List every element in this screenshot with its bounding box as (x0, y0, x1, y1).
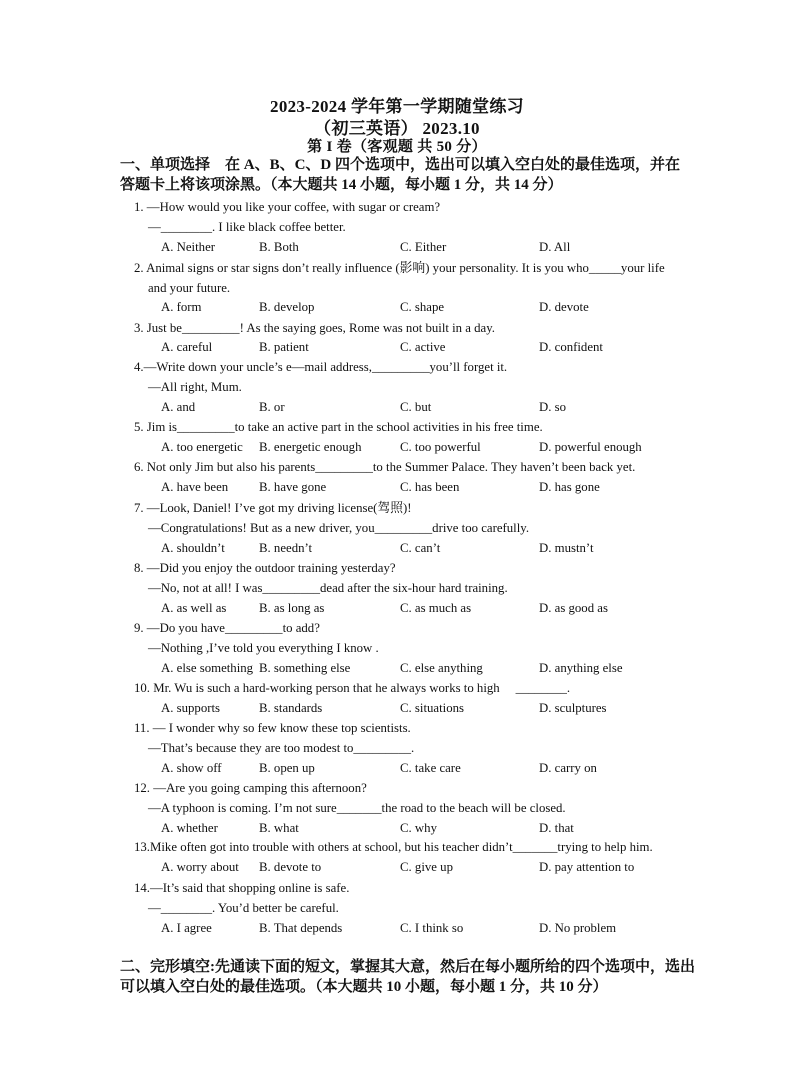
section-1-line-2: 答题卡上将该项涂黑。（本大题共 14 小题，每小题 1 分，共 14 分） (120, 177, 563, 193)
answer-option: C. too powerful (400, 440, 481, 454)
question-continuation: —All right, Mum. (148, 380, 242, 394)
answer-option: D. powerful enough (539, 440, 642, 454)
question-stem: 13.Mike often got into trouble with others at school, but his teacher didn’t_______trying to help him. (134, 840, 653, 854)
answer-option: A. careful (161, 340, 213, 354)
question-stem: 9. —Do you have_________to add? (134, 621, 320, 635)
answer-option: A. have been (161, 480, 229, 494)
answer-option: D. All (539, 240, 571, 254)
question-continuation: —________. I like black coffee better. (148, 220, 346, 234)
answer-option: B. what (259, 821, 299, 835)
answer-option: B. or (259, 400, 285, 414)
section-1-heading (120, 155, 720, 195)
section-2-heading (120, 957, 720, 997)
answer-option: B. as long as (259, 601, 325, 615)
question-stem: 12. —Are you going camping this afternoon? (134, 781, 367, 795)
question-stem: 11. — I wonder why so few know these top scientists. (134, 721, 411, 735)
answer-option: A. form (161, 300, 202, 314)
answer-option: A. show off (161, 761, 222, 775)
answer-option: B. have gone (259, 480, 327, 494)
answer-option: A. whether (161, 821, 218, 835)
answer-option: B. patient (259, 340, 309, 354)
section-1-line-1: 一、单项选择 在 A、B、C、D 四个选项中，选出可以填入空白处的最佳选项，并在 (120, 157, 681, 173)
answer-option: B. develop (259, 300, 315, 314)
answer-option: B. needn’t (259, 541, 313, 555)
exam-subtitle: （初三英语） 2023.10 (314, 119, 480, 138)
answer-option: C. else anything (400, 661, 483, 675)
answer-option: C. as much as (400, 601, 472, 615)
question-continuation: —That’s because they are too modest to_________. (148, 741, 415, 755)
answer-option: A. as well as (161, 601, 227, 615)
answer-option: C. active (400, 340, 446, 354)
answer-option: C. has been (400, 480, 460, 494)
question-continuation: —A typhoon is coming. I’m not sure_______the road to the beach will be closed. (148, 801, 566, 815)
answer-option: D. confident (539, 340, 603, 354)
answer-option: C. I think so (400, 921, 464, 935)
question-stem: 5. Jim is_________to take an active part in the school activities in his free time. (134, 420, 543, 434)
question-stem: 1. —How would you like your coffee, with sugar or cream? (134, 200, 441, 214)
question-stem: 14.—It’s said that shopping online is safe. (134, 881, 350, 895)
question-continuation: —Nothing ,I’ve told you everything I know . (148, 641, 379, 655)
answer-option: A. shouldn’t (161, 541, 225, 555)
answer-option: C. but (400, 400, 432, 414)
answer-option: A. supports (161, 701, 221, 715)
answer-option: D. anything else (539, 661, 623, 675)
answer-option: A. I agree (161, 921, 212, 935)
answer-option: A. and (161, 400, 196, 414)
answer-option: D. mustn’t (539, 541, 594, 555)
question-stem: 8. —Did you enjoy the outdoor training yesterday? (134, 561, 396, 575)
question-continuation: —No, not at all! I was_________dead after the six-hour hard training. (148, 581, 508, 595)
answer-option: D. devote (539, 300, 589, 314)
answer-option: C. why (400, 821, 437, 835)
answer-option: B. something else (259, 661, 351, 675)
answer-option: A. worry about (161, 860, 239, 874)
question-stem: 4.—Write down your uncle’s e—mail address,_________you’ll forget it. (134, 360, 508, 374)
answer-option: D. so (539, 400, 567, 414)
question-continuation: —________. You’d better be careful. (148, 901, 339, 915)
question-stem: 10. Mr. Wu is such a hard-working person that he always works to high ________. (134, 681, 571, 695)
answer-option: D. sculptures (539, 701, 607, 715)
answer-option: C. Either (400, 240, 447, 254)
answer-option: B. energetic enough (259, 440, 362, 454)
answer-option: D. No problem (539, 921, 617, 935)
answer-option: B. open up (259, 761, 315, 775)
answer-option: A. too energetic (161, 440, 243, 454)
answer-option: C. can’t (400, 541, 441, 555)
answer-option: A. else something (161, 661, 254, 675)
answer-option: C. give up (400, 860, 453, 874)
answer-option: C. take care (400, 761, 461, 775)
answer-option: C. situations (400, 701, 464, 715)
question-stem: 7. —Look, Daniel! I’ve got my driving license(驾照)! (134, 501, 412, 515)
answer-option: D. pay attention to (539, 860, 635, 874)
section-2-line-2: 可以填入空白处的最佳选项。（本大题共 10 小题，每小题 1 分，共 10 分） (120, 979, 608, 995)
question-stem: 3. Just be_________! As the saying goes, Rome was not built in a day. (134, 321, 496, 335)
question-continuation: and your future. (148, 281, 231, 295)
question-stem: 2. Animal signs or star signs don’t really influence (影响) your personality. It is you who_____your life (134, 261, 665, 275)
answer-option: B. Both (259, 240, 299, 254)
question-stem: 6. Not only Jim but also his parents_________to the Summer Palace. They haven’t been back yet. (134, 460, 636, 474)
answer-option: B. devote to (259, 860, 322, 874)
answer-option: C. shape (400, 300, 445, 314)
paper-part-title: 第 I 卷（客观题 共 50 分） (307, 139, 487, 155)
answer-option: D. has gone (539, 480, 600, 494)
section-2-line-1: 二、完形填空:先通读下面的短文，掌握其大意，然后在每小题所给的四个选项中，选出 (120, 959, 695, 975)
answer-option: B. standards (259, 701, 323, 715)
answer-option: D. that (539, 821, 574, 835)
answer-option: D. as good as (539, 601, 608, 615)
answer-option: B. That depends (259, 921, 343, 935)
answer-option: A. Neither (161, 240, 216, 254)
answer-option: D. carry on (539, 761, 597, 775)
question-continuation: —Congratulations! But as a new driver, you_________drive too carefully. (148, 521, 530, 535)
exam-title: 2023-2024 学年第一学期随堂练习 (270, 97, 524, 116)
